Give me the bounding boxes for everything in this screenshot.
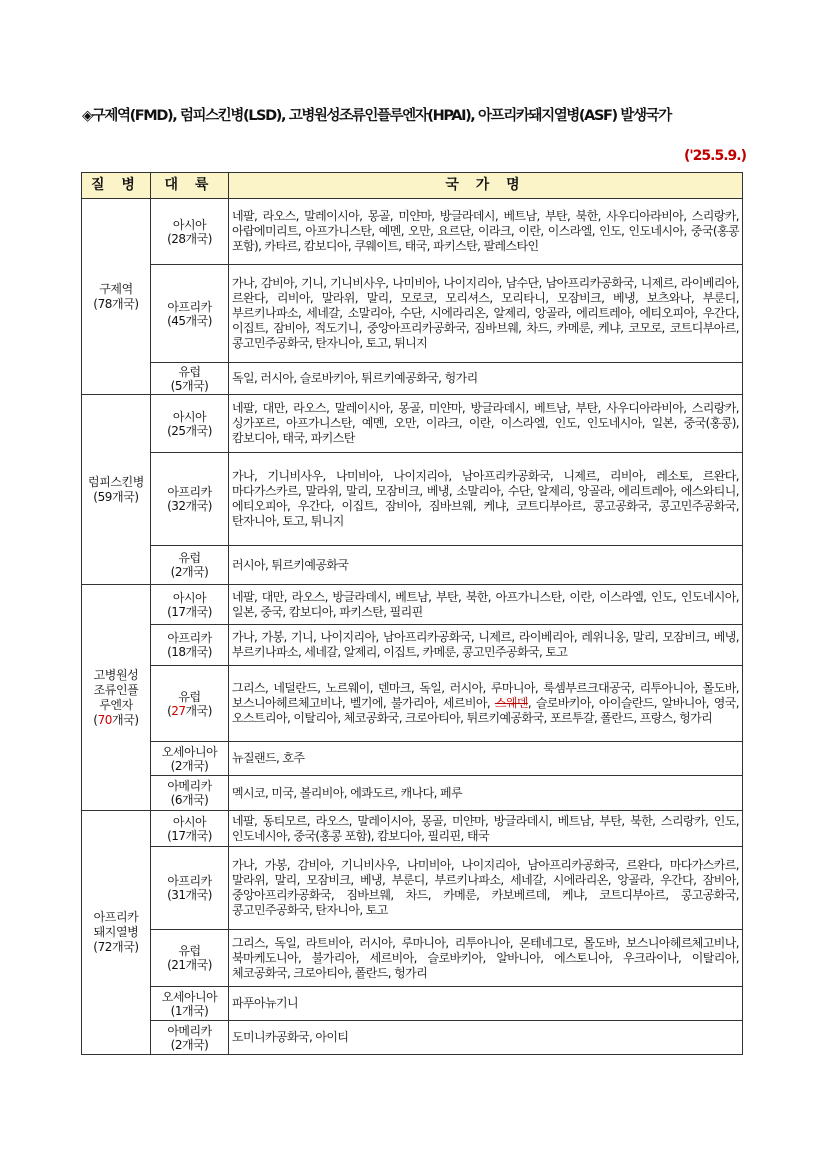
region-count: (5개국) [170, 378, 209, 393]
country-list: 파푸아뉴기니 [229, 987, 743, 1021]
region-cell [151, 395, 229, 453]
region-name: 유럽 [178, 689, 201, 704]
table-row [82, 453, 743, 546]
region-cell [151, 987, 229, 1021]
region-name: 아프리카 [167, 485, 212, 499]
region-cell [151, 546, 229, 585]
disease-name-line: 돼지열병 [93, 925, 139, 939]
region-count: (45개국) [167, 313, 212, 328]
table-row [82, 811, 743, 847]
header-countries: 국 가 명 [229, 173, 743, 199]
disease-name: 구제역 [99, 281, 133, 296]
document-title: ◈구제역(FMD), 럼피스킨병(LSD), 고병원성조류인플루엔자(HPAI), 아프리카돼지열병(ASF) 발생국가 [82, 108, 671, 124]
region-cell [151, 265, 229, 363]
disease-count: (78개국) [93, 296, 139, 311]
region-count: (25개국) [167, 423, 212, 438]
region-count: (27개국) [167, 703, 212, 718]
disease-count: (72개국) [93, 940, 139, 954]
disease-fmd [82, 199, 151, 395]
struck-country: 스웨덴 [494, 696, 528, 710]
region-cell [151, 742, 229, 776]
region-count: (2개국) [170, 1037, 209, 1052]
table-row [82, 847, 743, 930]
country-list: 멕시코, 미국, 볼리비아, 에콰도르, 캐나다, 페루 [229, 776, 743, 811]
outbreak-country-table [81, 172, 743, 1055]
region-name: 유럽 [178, 364, 201, 379]
country-list: 가나, 가봉, 기니, 나이지리아, 남아프리카공화국, 니제르, 라이베리아, 레위니옹, 말리, 모잠비크, 베냉, 부르키나파소, 세네갈, 알제리, 이집트, 카메룬, 콩고민주공화국, 토고 [229, 625, 743, 666]
region-name: 아메리카 [167, 1023, 212, 1038]
country-list: 네팔, 동티모르, 라오스, 말레이시아, 몽골, 미얀마, 방글라데시, 베트남, 부탄, 북한, 스리랑카, 인도, 인도네시아, 중국(홍콩 포함), 캄보디아, 필리핀, 태국 [229, 811, 743, 847]
region-name: 아시아 [172, 590, 207, 605]
disease-lsd [82, 395, 151, 585]
table-row [82, 199, 743, 265]
disease-name-line: 루엔자 [99, 697, 133, 712]
table-header-row [82, 173, 743, 199]
table-row [82, 776, 743, 811]
region-name: 오세아니아 [161, 744, 218, 759]
region-count: (32개국) [167, 499, 212, 513]
country-list: 그리스, 네덜란드, 노르웨이, 덴마크, 독일, 러시아, 루마니아, 룩셈부르크대공국, 리투아니아, 몰도바, 보스니아헤르체고비나, 벨기에, 불가리아, 세르비아, 스웨덴, 슬로바키아, 아이슬란드, 알바니아, 영국, 오스트리아, 이탈리아, 체코공화국, 크로아티아, 튀르키예공화국, 포르투갈, 폴란드, 프랑스, 헝가리 [229, 666, 743, 742]
region-count-number: 27 [171, 703, 186, 718]
region-count: (1개국) [170, 1003, 209, 1018]
region-cell [151, 199, 229, 265]
region-count: (18개국) [167, 645, 212, 659]
region-name: 유럽 [178, 944, 201, 958]
region-name: 오세아니아 [161, 989, 218, 1004]
table-row [82, 930, 743, 987]
region-cell [151, 1021, 229, 1055]
region-cell [151, 585, 229, 625]
country-list: 그리스, 독일, 라트비아, 러시아, 루마니아, 리투아니아, 몬테네그로, 몰도바, 보스니아헤르체고비나, 북마케도니아, 불가리아, 세르비아, 슬로바키아, 알바니아, 에스토니아, 우크라이나, 이탈리아, 체코공화국, 크로아티아, 폴란드, 헝가리 [229, 930, 743, 987]
country-list: 네팔, 라오스, 말레이시아, 몽골, 미얀마, 방글라데시, 베트남, 부탄, 북한, 사우디아라비아, 스리랑카, 아랍에미리트, 아프가니스탄, 예멘, 오만, 요르단, 이라크, 이란, 이스라엘, 인도, 인도네시아, 중국(홍콩 포함), 카타르, 캄보디아, 쿠웨이트, 태국, 파키스탄, 팔레스타인 [229, 199, 743, 265]
disease-count-number: 70 [97, 712, 113, 727]
country-list: 가나, 감비아, 기니, 기니비사우, 나미비아, 나이지리아, 남수단, 남아프리카공화국, 니제르, 라이베리아, 르완다, 리비아, 말라위, 말리, 모로코, 모리셔스, 모리타니, 모잠비크, 베냉, 보츠와나, 부룬디, 부르키나파소, 세네갈, 소말리아, 수단, 시에라리온, 알제리, 앙골라, 에리트레아, 에티오피아, 우간다, 이집트, 잠비아, 적도기니, 중앙아프리카공화국, 짐바브웨, 차드, 카메룬, 케냐, 코모로, 코트디부아르, 콩고민주공화국, 탄자니아, 토고, 튀니지 [229, 265, 743, 363]
region-cell [151, 625, 229, 666]
region-count: (31개국) [167, 888, 212, 902]
disease-asf [82, 811, 151, 1055]
region-count: (21개국) [167, 958, 212, 972]
region-count: (17개국) [167, 828, 212, 843]
region-name: 아메리카 [167, 779, 212, 793]
disease-name-line: 고병원성 [93, 667, 139, 682]
region-count: (17개국) [167, 604, 212, 619]
table-row [82, 666, 743, 742]
header-disease: 질 병 [82, 173, 151, 199]
region-name: 아시아 [172, 409, 207, 424]
disease-count: (70개국) [93, 712, 139, 727]
region-cell [151, 811, 229, 847]
disease-count: (59개국) [93, 489, 139, 504]
disease-name-line: 아프리카 [93, 910, 139, 924]
table-row [82, 585, 743, 625]
region-cell [151, 666, 229, 742]
region-name: 아프리카 [167, 299, 212, 314]
region-count: (6개국) [170, 793, 209, 807]
region-cell [151, 363, 229, 395]
header-region: 대 륙 [151, 173, 229, 199]
region-count: (28개국) [167, 231, 212, 246]
country-list: 가나, 가봉, 감비아, 기니비사우, 나미비아, 나이지리아, 남아프리카공화국, 르완다, 마다가스카르, 말라위, 말리, 모잠비크, 베냉, 부룬디, 부르키나파소, 세네갈, 시에라리온, 앙골라, 우간다, 잠비아, 중앙아프리카공화국, 짐바브웨, 차드, 카메룬, 카보베르데, 케냐, 코트디부아르, 콩고공화국, 콩고민주공화국, 탄자니아, 토고 [229, 847, 743, 930]
table-row [82, 395, 743, 453]
country-list: 네팔, 대만, 라오스, 방글라데시, 베트남, 부탄, 북한, 아프가니스탄, 이란, 이스라엘, 인도, 인도네시아, 일본, 중국, 캄보디아, 파키스탄, 필리핀 [229, 585, 743, 625]
country-list: 러시아, 튀르키예공화국 [229, 546, 743, 585]
disease-hpai [82, 585, 151, 811]
table-row [82, 742, 743, 776]
disease-name: 럼피스킨병 [88, 474, 144, 489]
table-row [82, 363, 743, 395]
region-count: (2개국) [170, 565, 209, 579]
country-list: 도미니카공화국, 아이티 [229, 1021, 743, 1055]
region-name: 아시아 [172, 814, 207, 829]
region-name: 아시아 [172, 217, 207, 232]
table-row [82, 546, 743, 585]
region-cell [151, 453, 229, 546]
region-cell [151, 930, 229, 987]
region-name: 아프리카 [167, 874, 212, 888]
region-cell [151, 847, 229, 930]
country-list: 독일, 러시아, 슬로바키아, 튀르키예공화국, 헝가리 [229, 363, 743, 395]
table-row [82, 1021, 743, 1055]
region-count: (2개국) [170, 758, 209, 773]
disease-name-line: 조류인플 [93, 682, 139, 697]
country-list: 뉴질랜드, 호주 [229, 742, 743, 776]
report-date: ('25.5.9.) [684, 148, 747, 164]
table-row [82, 265, 743, 363]
table-row [82, 625, 743, 666]
table-row [82, 987, 743, 1021]
country-list: 네팔, 대만, 라오스, 말레이시아, 몽골, 미얀마, 방글라데시, 베트남, 부탄, 사우디아라비아, 스리랑카, 싱가포르, 아프가니스탄, 예멘, 오만, 이라크, 이란, 이스라엘, 인도, 인도네시아, 일본, 중국(홍콩), 캄보디아, 태국, 파키스탄 [229, 395, 743, 453]
region-name: 유럽 [178, 551, 201, 565]
country-list: 가나, 기니비사우, 나미비아, 나이지리아, 남아프리카공화국, 니제르, 리비아, 레소토, 르완다, 마다가스카르, 말라위, 말리, 모잠비크, 베냉, 소말리아, 수단, 알제리, 앙골라, 에리트레아, 에스와티니, 에티오피아, 우간다, 이집트, 잠비아, 짐바브웨, 케냐, 코트디부아르, 콩고공화국, 콩고민주공화국, 탄자니아, 토고, 튀니지 [229, 453, 743, 546]
region-cell [151, 776, 229, 811]
region-name: 아프리카 [167, 631, 212, 645]
